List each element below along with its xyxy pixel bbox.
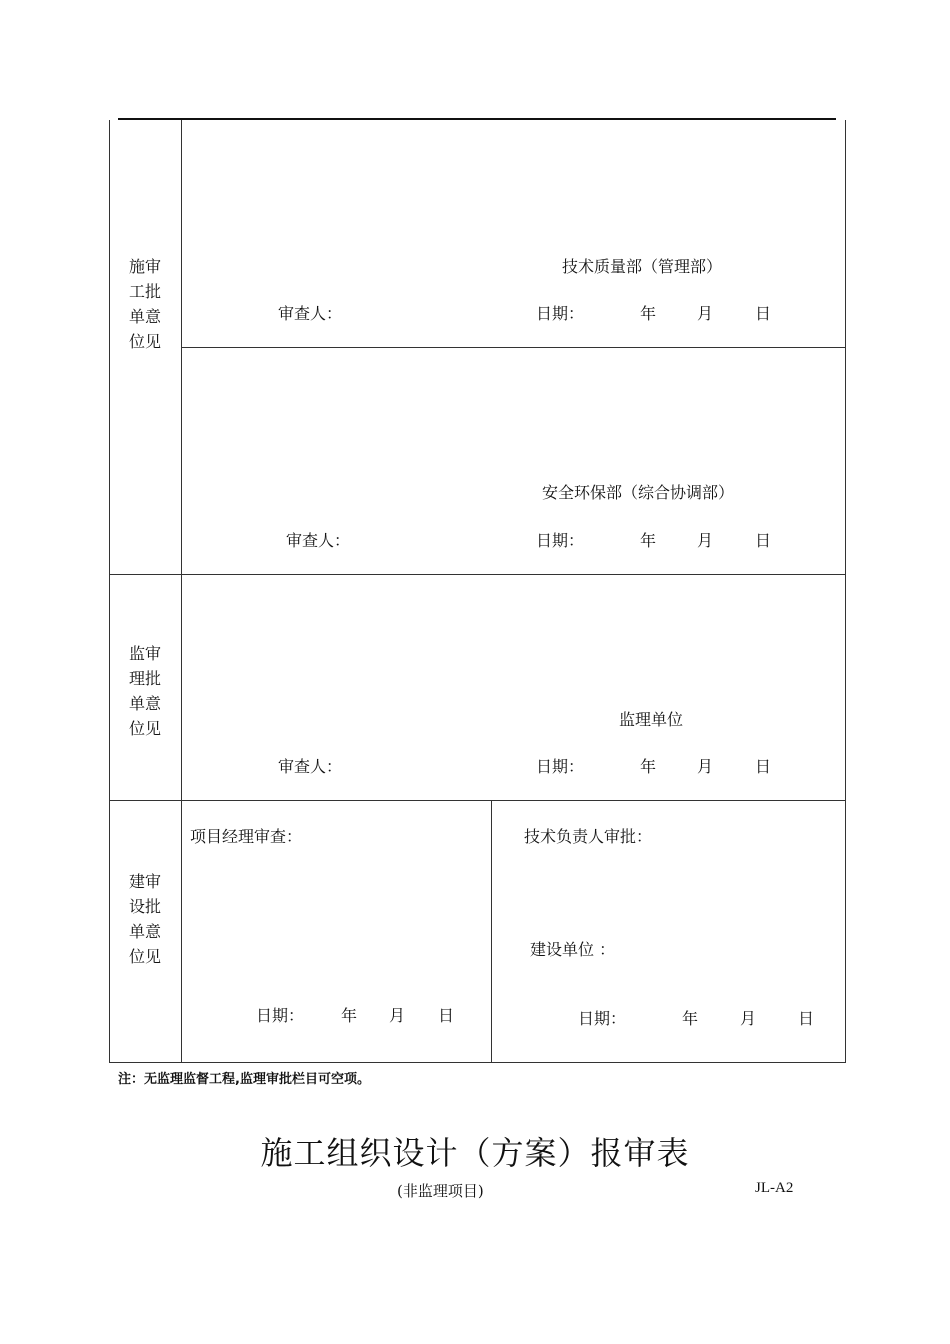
divider-supervision-construction [109,800,846,801]
month-label: 月 [740,1009,757,1028]
year-label: 年 [640,757,657,776]
day-label: 日 [798,1009,815,1028]
supervision-unit-label: 监审 理批 单意 位见 [128,644,161,738]
construction-middle-divider [491,801,492,1063]
safety-env-dept: 安全环保部（综合协调部） [542,483,735,502]
page-title: 施工组织设计（方案）报审表 [260,1134,690,1172]
label-column-divider [181,120,182,1063]
day-label: 日 [755,757,772,776]
table-border-right [845,120,846,1063]
date-label: 日期： [536,757,585,776]
day-label: 日 [755,531,772,550]
tech-quality-dept: 技术质量部（管理部） [562,257,723,276]
reviewer-label: 审查人： [286,531,351,550]
year-label: 年 [682,1009,699,1028]
month-label: 月 [697,757,714,776]
month-label: 月 [697,531,714,550]
year-label: 年 [640,531,657,550]
subtitle: (非监理项目) [397,1182,484,1200]
owner-unit: 建设单位 ： [530,940,616,959]
tech-lead-approval: 技术负责人审批： [524,827,653,846]
construction-unit-label: 施审 工批 单意 位见 [128,257,161,351]
top-rule [118,118,836,120]
year-label: 年 [640,304,657,323]
date-label: 日期： [536,531,585,550]
owner-unit-label: 建审 设批 单意 位见 [128,872,161,966]
form-code: JL-A2 [755,1180,794,1196]
date-label: 日期： [256,1006,305,1025]
project-manager-review: 项目经理审查： [190,827,303,846]
divider-top-supervision [109,574,846,575]
supervision-unit: 监理单位 [619,710,684,729]
reviewer-label: 审查人： [278,304,343,323]
month-label: 月 [697,304,714,323]
footnote: 注：无监理监督工程,监理审批栏目可空项。 [118,1072,370,1087]
day-label: 日 [438,1006,455,1025]
table-border-bottom [109,1062,846,1063]
date-label: 日期： [578,1009,627,1028]
month-label: 月 [389,1006,406,1025]
date-label: 日期： [536,304,585,323]
day-label: 日 [755,304,772,323]
reviewer-label: 审查人： [278,757,343,776]
table-border-left [109,120,110,1063]
divider-block1-block2 [181,347,846,348]
year-label: 年 [341,1006,358,1025]
